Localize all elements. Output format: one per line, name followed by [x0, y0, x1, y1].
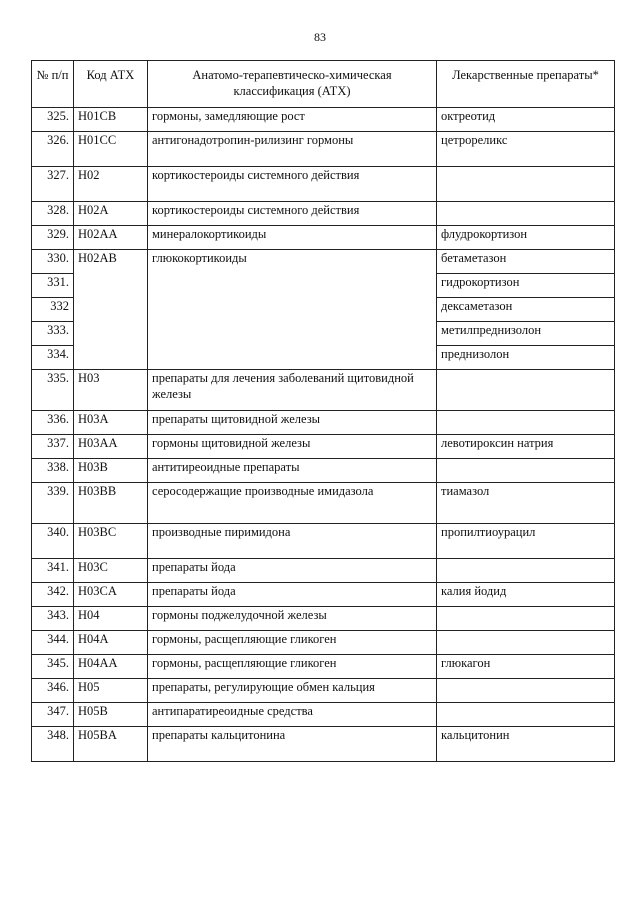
row-drug [437, 370, 615, 411]
row-drug: калия йодид [437, 583, 615, 607]
table-row [32, 583, 615, 607]
row-name: препараты для лечения заболеваний щитовидной железы [148, 370, 437, 411]
row-num: 344. [32, 631, 74, 655]
row-num: 339. [32, 483, 74, 524]
row-code: H02AB [74, 250, 148, 370]
row-code: H05B [74, 703, 148, 727]
atc-table [31, 60, 615, 762]
row-num: 343. [32, 607, 74, 631]
table-row [32, 167, 615, 202]
row-name: препараты щитовидной железы [148, 411, 437, 435]
table-row [32, 411, 615, 435]
row-name: минералокортикоиды [148, 226, 437, 250]
row-drug: преднизолон [437, 346, 615, 370]
table-row [32, 483, 615, 524]
row-drug [437, 679, 615, 703]
table-row [32, 559, 615, 583]
row-num: 345. [32, 655, 74, 679]
row-name: препараты йода [148, 559, 437, 583]
header-num: № п/п [32, 61, 74, 108]
row-num: 331. [32, 274, 74, 298]
row-name: гормоны, расщепляющие гликоген [148, 631, 437, 655]
row-drug: цетрореликс [437, 132, 615, 167]
row-name: производные пиримидона [148, 524, 437, 559]
header-class: Анатомо-терапевтическо-химическая классификация (АТХ) [148, 61, 437, 108]
table-row [32, 727, 615, 762]
row-drug: дексаметазон [437, 298, 615, 322]
row-code: H03AA [74, 435, 148, 459]
row-drug: бетаметазон [437, 250, 615, 274]
row-num: 338. [32, 459, 74, 483]
row-code: H01CC [74, 132, 148, 167]
row-drug [437, 202, 615, 226]
row-name: кортикостероиды системного действия [148, 167, 437, 202]
row-name: серосодержащие производные имидазола [148, 483, 437, 524]
row-num: 330. [32, 250, 74, 274]
row-drug: пропилтиоурацил [437, 524, 615, 559]
row-num: 335. [32, 370, 74, 411]
row-drug [437, 631, 615, 655]
row-code: H02AA [74, 226, 148, 250]
row-code: H01CB [74, 108, 148, 132]
row-name: кортикостероиды системного действия [148, 202, 437, 226]
row-code: H05BA [74, 727, 148, 762]
row-drug [437, 459, 615, 483]
row-num: 328. [32, 202, 74, 226]
header-code: Код АТХ [74, 61, 148, 108]
row-drug: кальцитонин [437, 727, 615, 762]
row-name: препараты, регулирующие обмен кальция [148, 679, 437, 703]
row-code: H03C [74, 559, 148, 583]
row-num: 340. [32, 524, 74, 559]
table-row [32, 370, 615, 411]
table-row [32, 435, 615, 459]
table-row [32, 132, 615, 167]
row-name: глюкокортикоиды [148, 250, 437, 370]
row-name: препараты кальцитонина [148, 727, 437, 762]
row-code: H02A [74, 202, 148, 226]
row-num: 327. [32, 167, 74, 202]
row-num: 329. [32, 226, 74, 250]
table-row [32, 679, 615, 703]
row-code: H04A [74, 631, 148, 655]
row-name: антигонадотропин-рилизинг гормоны [148, 132, 437, 167]
row-code: H04AA [74, 655, 148, 679]
row-code: H04 [74, 607, 148, 631]
row-code: H03CA [74, 583, 148, 607]
row-code: H03A [74, 411, 148, 435]
page-number: 83 [314, 30, 326, 44]
row-num: 332 [32, 298, 74, 322]
row-num: 337. [32, 435, 74, 459]
table-row [32, 250, 615, 274]
table-row [32, 607, 615, 631]
row-name: гормоны поджелудочной железы [148, 607, 437, 631]
table-row [32, 459, 615, 483]
row-drug: метилпреднизолон [437, 322, 615, 346]
row-code: H03B [74, 459, 148, 483]
row-drug: флудрокортизон [437, 226, 615, 250]
row-drug [437, 559, 615, 583]
row-code: H05 [74, 679, 148, 703]
row-drug: глюкагон [437, 655, 615, 679]
row-drug [437, 607, 615, 631]
row-num: 326. [32, 132, 74, 167]
table-row [32, 703, 615, 727]
table-header-row [32, 61, 615, 108]
row-num: 333. [32, 322, 74, 346]
table-row [32, 524, 615, 559]
row-name: гормоны щитовидной железы [148, 435, 437, 459]
header-drugs: Лекарственные препараты* [437, 61, 615, 108]
table-row [32, 631, 615, 655]
row-num: 334. [32, 346, 74, 370]
row-num: 336. [32, 411, 74, 435]
table-row [32, 655, 615, 679]
table-row [32, 108, 615, 132]
row-num: 348. [32, 727, 74, 762]
row-code: H03BC [74, 524, 148, 559]
row-num: 347. [32, 703, 74, 727]
row-num: 342. [32, 583, 74, 607]
row-drug: левотироксин натрия [437, 435, 615, 459]
row-code: H03 [74, 370, 148, 411]
row-drug [437, 703, 615, 727]
row-name: антитиреоидные препараты [148, 459, 437, 483]
row-code: H03BB [74, 483, 148, 524]
row-num: 346. [32, 679, 74, 703]
table-row [32, 226, 615, 250]
row-drug: гидрокортизон [437, 274, 615, 298]
row-code: H02 [74, 167, 148, 202]
row-num: 325. [32, 108, 74, 132]
row-drug: тиамазол [437, 483, 615, 524]
row-name: препараты йода [148, 583, 437, 607]
row-name: антипаратиреоидные средства [148, 703, 437, 727]
row-name: гормоны, расщепляющие гликоген [148, 655, 437, 679]
row-drug [437, 411, 615, 435]
row-drug [437, 167, 615, 202]
row-num: 341. [32, 559, 74, 583]
row-name: гормоны, замедляющие рост [148, 108, 437, 132]
table-row [32, 202, 615, 226]
row-drug: октреотид [437, 108, 615, 132]
